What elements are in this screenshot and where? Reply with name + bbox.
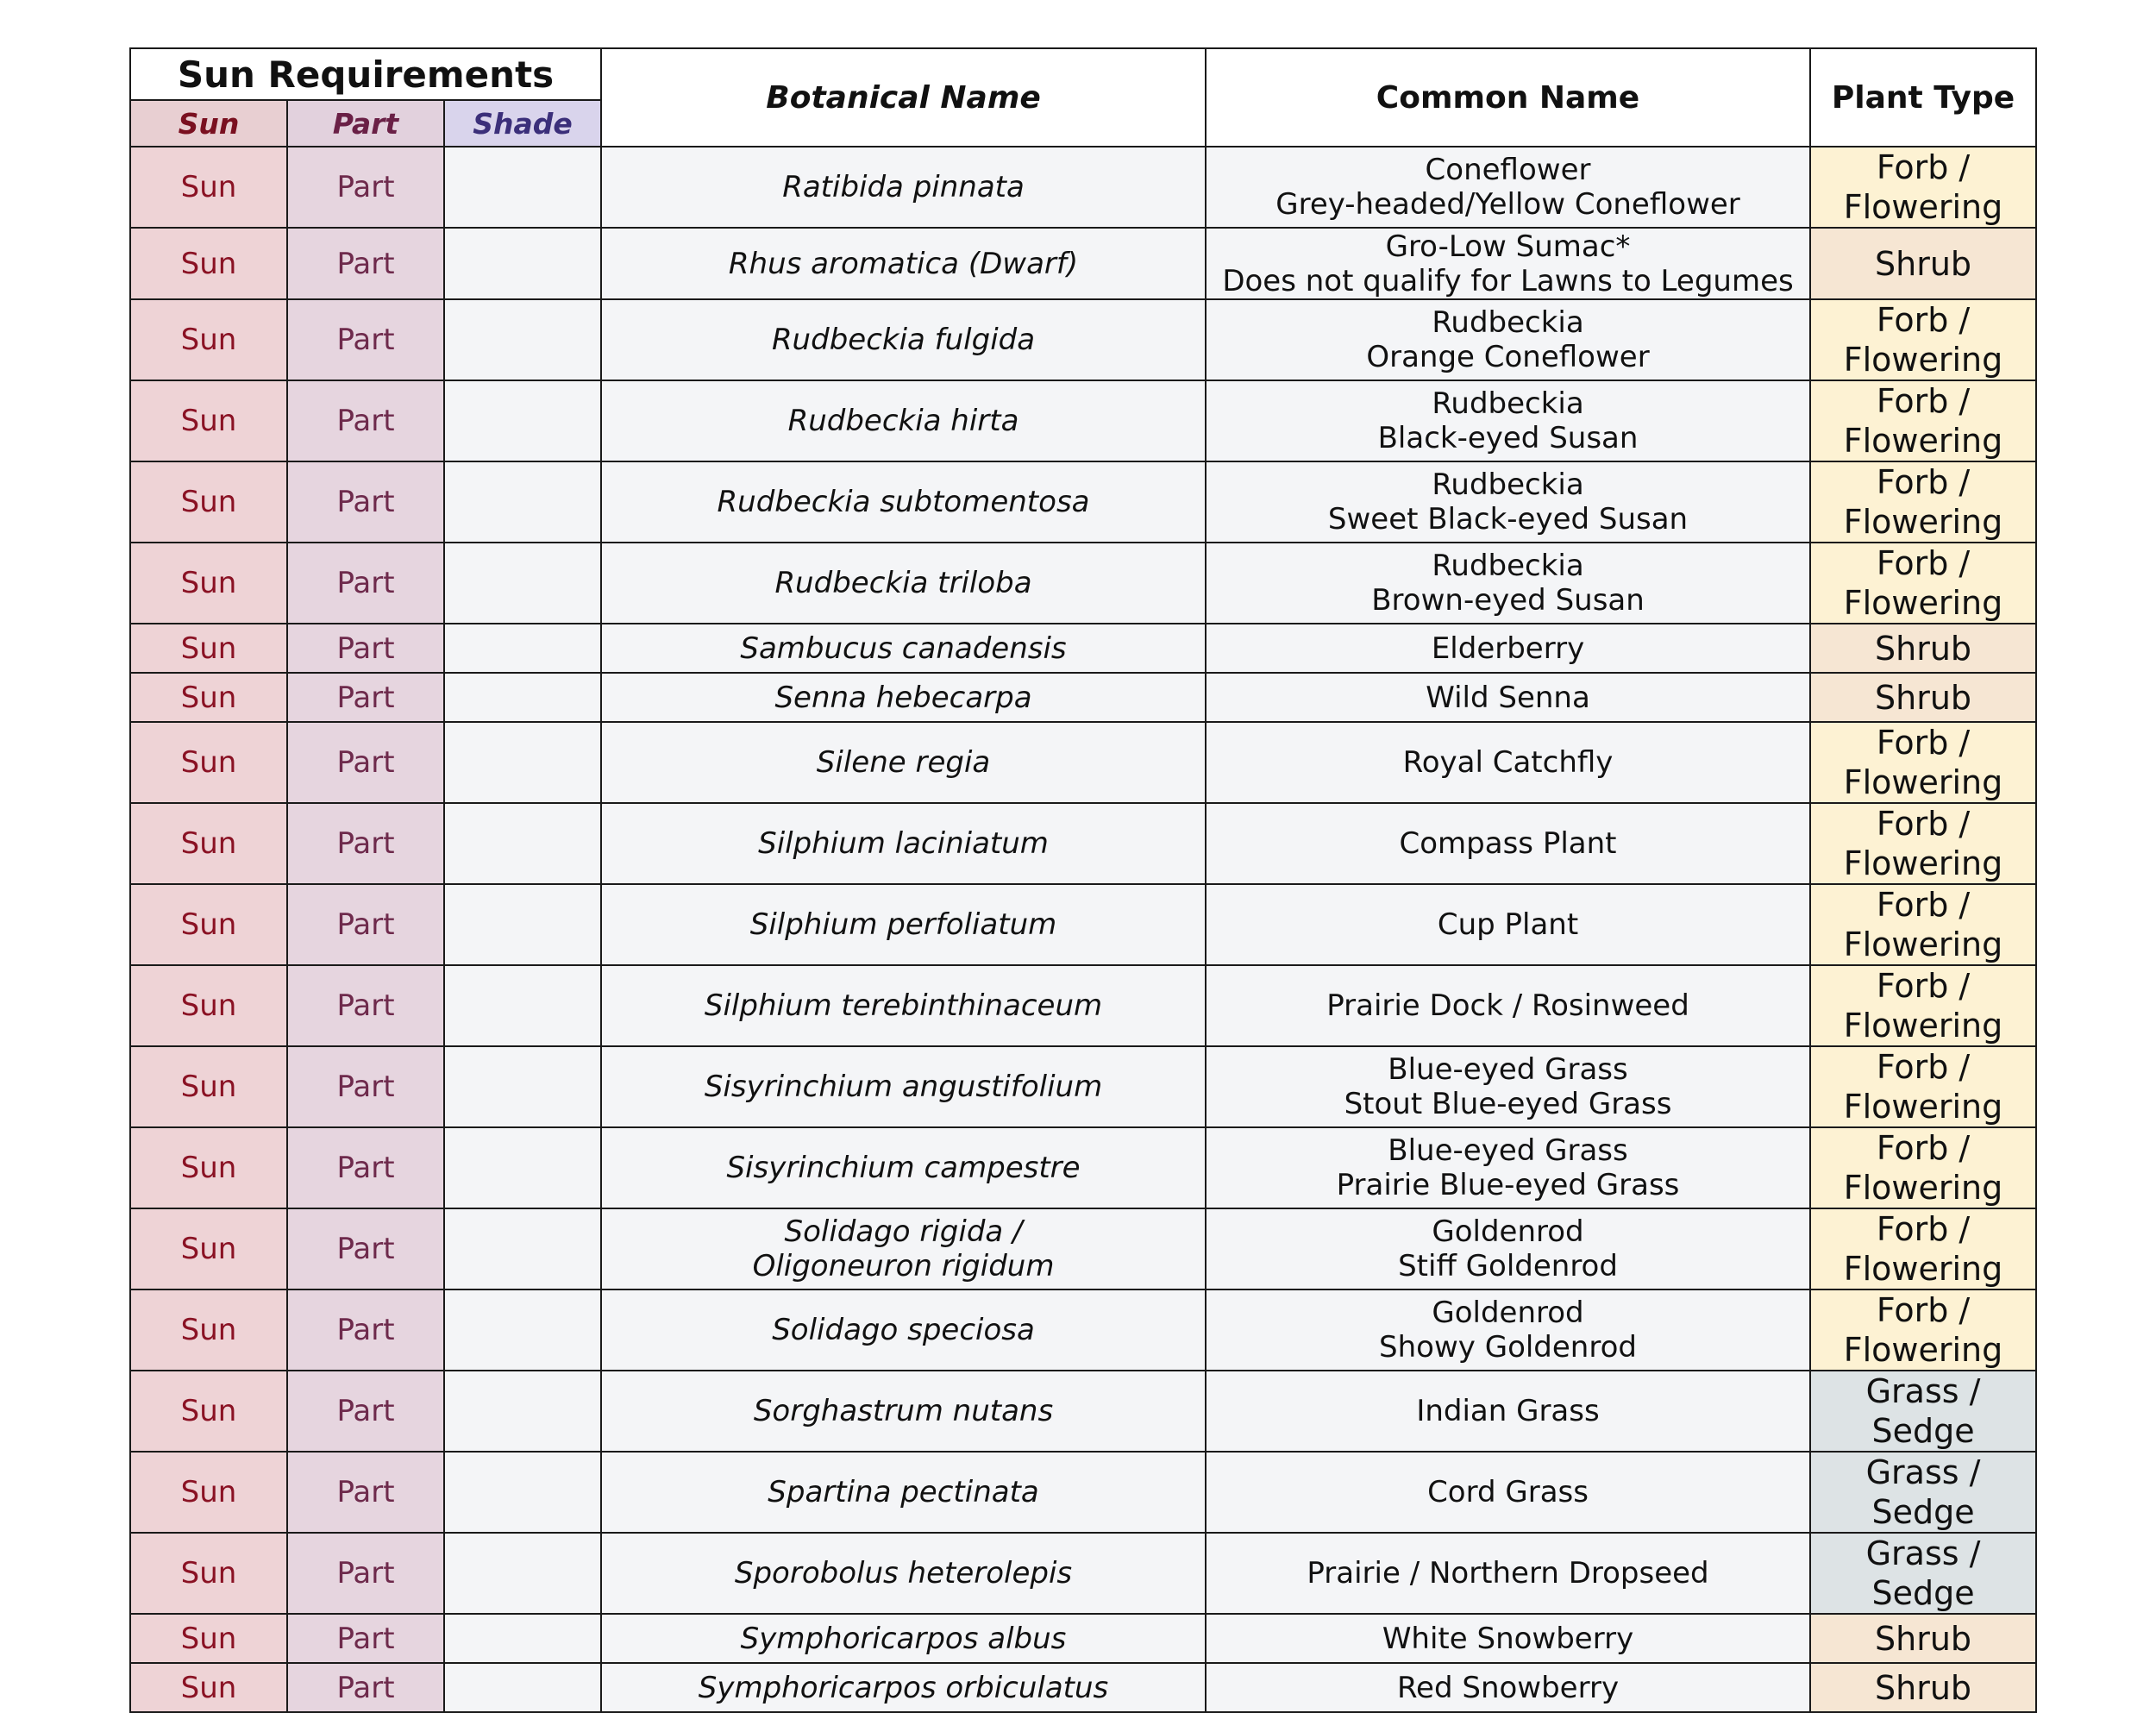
shade-cell (444, 461, 601, 543)
part-cell: Part (287, 1046, 444, 1127)
common-name-cell: Royal Catchfly (1206, 722, 1810, 803)
table-row (130, 1046, 2036, 1127)
common-name-cell: Goldenrod Showy Goldenrod (1206, 1289, 1810, 1371)
shade-cell (444, 1452, 601, 1533)
table-row (130, 803, 2036, 884)
part-cell: Part (287, 1127, 444, 1208)
part-cell: Part (287, 147, 444, 228)
part-cell: Part (287, 228, 444, 299)
plant-type-cell: Forb / Flowering (1810, 1289, 2036, 1371)
part-cell: Part (287, 1614, 444, 1663)
table-row (130, 1533, 2036, 1614)
shade-cell (444, 673, 601, 722)
plant-type-cell: Grass / Sedge (1810, 1371, 2036, 1452)
sun-cell: Sun (130, 1452, 287, 1533)
plant-type-cell: Forb / Flowering (1810, 1127, 2036, 1208)
part-cell: Part (287, 299, 444, 380)
shade-subheader: Shade (444, 100, 601, 147)
part-cell: Part (287, 624, 444, 673)
common-name-cell: Gro-Low Sumac* Does not qualify for Lawns to Legumes (1206, 228, 1810, 299)
sun-subheader: Sun (130, 100, 287, 147)
botanical-name-cell: Sisyrinchium campestre (601, 1127, 1206, 1208)
common-name-cell: Rudbeckia Orange Coneflower (1206, 299, 1810, 380)
sun-cell: Sun (130, 1371, 287, 1452)
common-name-cell: Compass Plant (1206, 803, 1810, 884)
botanical-name-cell: Silphium terebinthinaceum (601, 965, 1206, 1046)
botanical-name-cell: Solidago speciosa (601, 1289, 1206, 1371)
botanical-name-cell: Rudbeckia triloba (601, 543, 1206, 624)
common-name-cell: Goldenrod Stiff Goldenrod (1206, 1208, 1810, 1289)
plant-type-cell: Forb / Flowering (1810, 1208, 2036, 1289)
plant-type-cell: Grass / Sedge (1810, 1533, 2036, 1614)
plant-type-cell: Forb / Flowering (1810, 965, 2036, 1046)
shade-cell (444, 1663, 601, 1712)
table-row (130, 624, 2036, 673)
plant-type-cell: Forb / Flowering (1810, 299, 2036, 380)
sun-cell: Sun (130, 1533, 287, 1614)
part-subheader: Part (287, 100, 444, 147)
table-row (130, 299, 2036, 380)
common-name-cell: Cord Grass (1206, 1452, 1810, 1533)
botanical-name-cell: Sambucus canadensis (601, 624, 1206, 673)
plant-type-cell: Forb / Flowering (1810, 380, 2036, 461)
plant-type-header: Plant Type (1810, 48, 2036, 147)
part-cell: Part (287, 1452, 444, 1533)
sun-cell: Sun (130, 228, 287, 299)
sun-cell: Sun (130, 1663, 287, 1712)
common-name-cell: White Snowberry (1206, 1614, 1810, 1663)
shade-cell (444, 147, 601, 228)
shade-cell (444, 1533, 601, 1614)
header-row-top (130, 48, 2036, 100)
botanical-name-cell: Sorghastrum nutans (601, 1371, 1206, 1452)
sun-cell: Sun (130, 884, 287, 965)
common-name-cell: Cup Plant (1206, 884, 1810, 965)
table-row (130, 1663, 2036, 1712)
common-name-cell: Red Snowberry (1206, 1663, 1810, 1712)
common-name-header: Common Name (1206, 48, 1810, 147)
shade-cell (444, 624, 601, 673)
part-cell: Part (287, 673, 444, 722)
table-row (130, 722, 2036, 803)
table-row (130, 1371, 2036, 1452)
part-cell: Part (287, 543, 444, 624)
shade-cell (444, 228, 601, 299)
plant-rows (130, 147, 2036, 1712)
table-row (130, 1289, 2036, 1371)
part-cell: Part (287, 380, 444, 461)
common-name-cell: Indian Grass (1206, 1371, 1810, 1452)
table-row (130, 1127, 2036, 1208)
botanical-name-cell: Symphoricarpos albus (601, 1614, 1206, 1663)
common-name-cell: Coneflower Grey-headed/Yellow Coneflower (1206, 147, 1810, 228)
botanical-name-cell: Silphium perfoliatum (601, 884, 1206, 965)
plant-table (129, 47, 2037, 1713)
common-name-cell: Prairie / Northern Dropseed (1206, 1533, 1810, 1614)
common-name-cell: Elderberry (1206, 624, 1810, 673)
sun-cell: Sun (130, 147, 287, 228)
plant-type-cell: Shrub (1810, 1663, 2036, 1712)
shade-cell (444, 1046, 601, 1127)
sun-cell: Sun (130, 803, 287, 884)
common-name-cell: Rudbeckia Sweet Black-eyed Susan (1206, 461, 1810, 543)
shade-cell (444, 380, 601, 461)
botanical-name-header: Botanical Name (601, 48, 1206, 147)
botanical-name-cell: Rudbeckia fulgida (601, 299, 1206, 380)
part-cell: Part (287, 884, 444, 965)
table-row (130, 1614, 2036, 1663)
plant-type-cell: Forb / Flowering (1810, 461, 2036, 543)
shade-cell (444, 1371, 601, 1452)
sun-cell: Sun (130, 1208, 287, 1289)
shade-cell (444, 1208, 601, 1289)
sun-cell: Sun (130, 624, 287, 673)
plant-type-cell: Forb / Flowering (1810, 884, 2036, 965)
part-cell: Part (287, 803, 444, 884)
common-name-cell: Blue-eyed Grass Prairie Blue-eyed Grass (1206, 1127, 1810, 1208)
part-cell: Part (287, 1533, 444, 1614)
botanical-name-cell: Silene regia (601, 722, 1206, 803)
shade-cell (444, 803, 601, 884)
sun-cell: Sun (130, 1127, 287, 1208)
table-row (130, 1208, 2036, 1289)
shade-cell (444, 1289, 601, 1371)
table-row (130, 543, 2036, 624)
shade-cell (444, 884, 601, 965)
sun-cell: Sun (130, 1614, 287, 1663)
sun-requirements-header: Sun Requirements (130, 48, 601, 100)
plant-type-cell: Forb / Flowering (1810, 543, 2036, 624)
botanical-name-cell: Sisyrinchium angustifolium (601, 1046, 1206, 1127)
plant-type-cell: Forb / Flowering (1810, 803, 2036, 884)
table-row (130, 884, 2036, 965)
botanical-name-cell: Senna hebecarpa (601, 673, 1206, 722)
botanical-name-cell: Rhus aromatica (Dwarf) (601, 228, 1206, 299)
common-name-cell: Blue-eyed Grass Stout Blue-eyed Grass (1206, 1046, 1810, 1127)
sun-cell: Sun (130, 673, 287, 722)
common-name-cell: Prairie Dock / Rosinweed (1206, 965, 1810, 1046)
plant-type-cell: Shrub (1810, 673, 2036, 722)
sun-cell: Sun (130, 1289, 287, 1371)
part-cell: Part (287, 1663, 444, 1712)
plant-type-cell: Shrub (1810, 228, 2036, 299)
sun-cell: Sun (130, 461, 287, 543)
plant-type-cell: Forb / Flowering (1810, 1046, 2036, 1127)
table-row (130, 461, 2036, 543)
part-cell: Part (287, 965, 444, 1046)
part-cell: Part (287, 1289, 444, 1371)
shade-cell (444, 1614, 601, 1663)
botanical-name-cell: Solidago rigida / Oligoneuron rigidum (601, 1208, 1206, 1289)
table-row (130, 965, 2036, 1046)
shade-cell (444, 722, 601, 803)
common-name-cell: Wild Senna (1206, 673, 1810, 722)
sun-cell: Sun (130, 299, 287, 380)
botanical-name-cell: Rudbeckia hirta (601, 380, 1206, 461)
table-row (130, 147, 2036, 228)
botanical-name-cell: Sporobolus heterolepis (601, 1533, 1206, 1614)
table-row (130, 673, 2036, 722)
shade-cell (444, 299, 601, 380)
botanical-name-cell: Silphium laciniatum (601, 803, 1206, 884)
botanical-name-cell: Ratibida pinnata (601, 147, 1206, 228)
shade-cell (444, 1127, 601, 1208)
sun-cell: Sun (130, 380, 287, 461)
shade-cell (444, 965, 601, 1046)
table-row (130, 380, 2036, 461)
plant-type-cell: Shrub (1810, 624, 2036, 673)
plant-type-cell: Forb / Flowering (1810, 147, 2036, 228)
shade-cell (444, 543, 601, 624)
plant-type-cell: Shrub (1810, 1614, 2036, 1663)
part-cell: Part (287, 1371, 444, 1452)
part-cell: Part (287, 722, 444, 803)
table-row (130, 228, 2036, 299)
table-row (130, 1452, 2036, 1533)
sun-cell: Sun (130, 965, 287, 1046)
common-name-cell: Rudbeckia Black-eyed Susan (1206, 380, 1810, 461)
common-name-cell: Rudbeckia Brown-eyed Susan (1206, 543, 1810, 624)
part-cell: Part (287, 1208, 444, 1289)
plant-type-cell: Grass / Sedge (1810, 1452, 2036, 1533)
plant-type-cell: Forb / Flowering (1810, 722, 2036, 803)
sun-cell: Sun (130, 722, 287, 803)
botanical-name-cell: Symphoricarpos orbiculatus (601, 1663, 1206, 1712)
botanical-name-cell: Rudbeckia subtomentosa (601, 461, 1206, 543)
sun-cell: Sun (130, 543, 287, 624)
botanical-name-cell: Spartina pectinata (601, 1452, 1206, 1533)
sun-cell: Sun (130, 1046, 287, 1127)
part-cell: Part (287, 461, 444, 543)
